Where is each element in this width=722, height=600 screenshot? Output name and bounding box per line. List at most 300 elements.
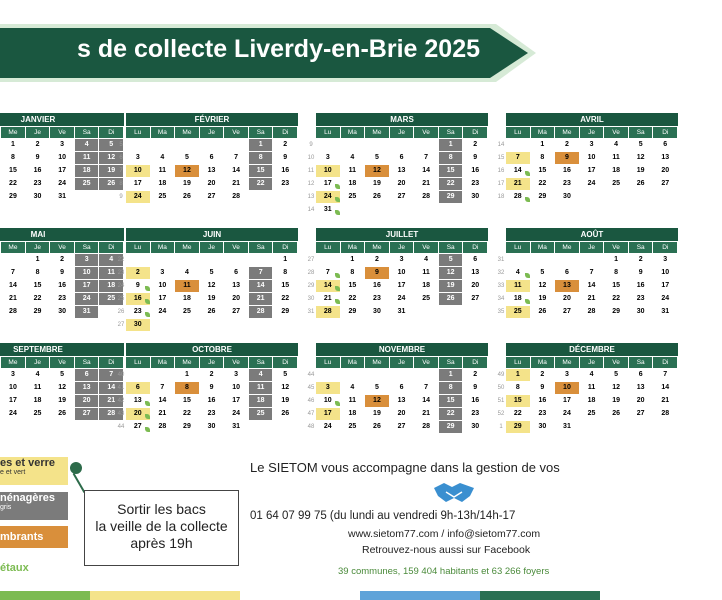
weekday-label: Sa [75,242,99,253]
day-cell: 18 [341,178,365,190]
day-cell: 25 [604,178,628,190]
day-cell: 18 [249,395,273,407]
weekday-label: Me [1,127,25,138]
day-cell: 9 [463,382,487,394]
day-cell: 13 [126,395,150,407]
day-cell: 25 [341,191,365,203]
day-cell [249,319,273,331]
week-number: 25 [117,296,125,302]
legend-green-waste: étaux [0,562,29,574]
day-cell: 23 [126,306,150,318]
weekday-label: Ma [151,242,175,253]
day-cell: 13 [224,280,248,292]
day-cell: 19 [604,395,628,407]
weekday-label: Lu [126,127,150,138]
day-cell: 1 [604,254,628,266]
weekday-label: Lu [126,357,150,368]
day-cell: 5 [365,152,389,164]
week-number: 33 [497,283,505,289]
day-cell: 14 [414,395,438,407]
week-number: 16 [497,168,505,174]
day-cell [273,421,297,433]
day-cell: 23 [200,408,224,420]
week-number: 52 [497,411,505,417]
day-cell: 16 [629,280,653,292]
day-cell: 28 [1,306,25,318]
week-row [117,293,298,305]
month-title: AVRIL [506,113,678,126]
weekday-label: Sa [75,357,99,368]
day-cell: 26 [50,408,74,420]
week-number: 23 [117,270,125,276]
day-cell: 7 [1,267,25,279]
day-cell: 23 [629,293,653,305]
day-cell [506,139,530,151]
day-cell: 3 [555,369,579,381]
day-cell: 15 [604,280,628,292]
day-cell [506,254,530,266]
day-cell: 9 [463,152,487,164]
week-row [307,395,488,407]
day-cell: 11 [341,395,365,407]
day-cell: 10 [316,395,340,407]
day-cell: 2 [26,139,50,151]
weekday-label: Di [463,242,487,253]
day-cell: 22 [439,178,463,190]
month-title: AOÛT [506,228,678,241]
day-cell [604,191,628,203]
weekday-header [506,356,678,368]
day-cell: 26 [175,191,199,203]
day-cell: 21 [151,408,175,420]
day-cell: 29 [1,191,25,203]
month-title: FÉVRIER [126,113,298,126]
month-title: JUILLET [316,228,488,241]
week-number: 14 [307,207,315,213]
day-cell: 16 [200,395,224,407]
day-cell: 6 [463,254,487,266]
week-row [117,421,298,433]
weekday-label: Ma [151,357,175,368]
day-cell [224,319,248,331]
day-cell: 3 [224,369,248,381]
weekday-label: Ma [531,242,555,253]
week-row [117,267,298,279]
week-row [497,152,678,164]
day-cell: 12 [439,267,463,279]
day-cell: 22 [604,293,628,305]
week-row [307,421,488,433]
day-cell: 25 [75,178,99,190]
weekday-label: Je [200,357,224,368]
day-cell: 2 [555,139,579,151]
day-cell: 9 [126,280,150,292]
week-number: 11 [307,168,315,174]
day-cell: 30 [26,191,50,203]
day-cell: 23 [555,178,579,190]
day-cell: 3 [1,369,25,381]
day-cell: 7 [580,267,604,279]
day-cell: 2 [629,254,653,266]
day-cell: 24 [316,421,340,433]
day-cell: 1 [249,139,273,151]
weekday-label: Je [390,357,414,368]
day-cell: 1 [26,254,50,266]
day-cell: 12 [531,280,555,292]
day-cell: 6 [555,267,579,279]
weekday-label: Ve [414,357,438,368]
weekday-label: Lu [506,357,530,368]
week-row [499,421,678,433]
week-number: 31 [307,309,315,315]
week-row [497,165,678,177]
week-number: 47 [307,411,315,417]
day-cell: 14 [580,280,604,292]
day-cell: 8 [26,267,50,279]
day-cell: 8 [341,267,365,279]
weekday-label: Me [365,242,389,253]
weekday-header [506,126,678,138]
day-cell [390,369,414,381]
day-cell [580,421,604,433]
weekday-label: Di [653,357,677,368]
day-cell: 11 [341,165,365,177]
week-number: 43 [117,411,125,417]
day-cell: 10 [555,382,579,394]
month-0 [0,113,124,203]
day-cell: 21 [316,293,340,305]
day-cell: 10 [126,165,150,177]
day-cell: 20 [75,395,99,407]
day-cell: 11 [26,382,50,394]
day-cell: 1 [1,139,25,151]
week-row [307,382,488,394]
day-cell: 1 [439,369,463,381]
day-cell: 10 [316,165,340,177]
day-cell: 22 [175,408,199,420]
day-cell: 5 [200,267,224,279]
day-cell [75,191,99,203]
day-cell: 20 [653,165,677,177]
day-cell: 23 [273,178,297,190]
weekday-label: Ve [50,127,74,138]
day-cell: 8 [439,152,463,164]
day-cell: 19 [365,408,389,420]
day-cell: 25 [26,408,50,420]
day-cell: 27 [653,178,677,190]
day-cell: 30 [531,421,555,433]
day-cell [273,191,297,203]
day-cell: 5 [273,369,297,381]
day-cell: 12 [365,165,389,177]
day-cell: 21 [414,408,438,420]
week-row [119,165,298,177]
day-cell: 13 [555,280,579,292]
day-cell: 27 [200,191,224,203]
day-cell: 11 [249,382,273,394]
day-cell: 17 [653,280,677,292]
day-cell: 7 [414,382,438,394]
day-cell: 17 [555,395,579,407]
day-cell: 23 [26,178,50,190]
day-cell [653,421,677,433]
weekday-label: Ve [50,357,74,368]
day-cell: 31 [653,306,677,318]
weekday-label: Ve [604,242,628,253]
day-cell: 21 [580,293,604,305]
week-number: 6 [119,155,123,161]
day-cell: 10 [580,152,604,164]
day-cell: 14 [249,280,273,292]
day-cell: 4 [99,254,123,266]
day-cell: 12 [50,382,74,394]
day-cell: 17 [316,178,340,190]
day-cell: 19 [365,178,389,190]
day-cell: 13 [653,152,677,164]
week-row [497,254,678,266]
reminder-line-2: la veille de la collecte [95,518,228,534]
day-cell: 3 [75,254,99,266]
weekday-label: Lu [506,242,530,253]
weekday-label: Ma [151,127,175,138]
day-cell: 28 [580,306,604,318]
day-cell: 3 [653,254,677,266]
week-number: 26 [117,309,125,315]
day-cell [151,254,175,266]
day-cell: 13 [463,267,487,279]
month-11 [497,343,678,433]
day-cell: 2 [531,369,555,381]
day-cell: 24 [390,293,414,305]
day-cell [126,139,150,151]
day-cell: 19 [531,293,555,305]
weekday-label: Di [273,242,297,253]
day-cell: 29 [341,306,365,318]
legend-bulky-label: mbrants [0,531,44,543]
weekday-label: Sa [439,357,463,368]
day-cell: 9 [531,382,555,394]
day-cell: 22 [1,178,25,190]
day-cell: 9 [273,152,297,164]
weekday-header [0,356,124,368]
weekday-label: Di [99,357,123,368]
day-cell: 3 [126,152,150,164]
day-cell [316,254,340,266]
day-cell: 13 [390,395,414,407]
day-cell: 21 [1,293,25,305]
week-number: 51 [497,398,505,404]
day-cell: 27 [390,421,414,433]
day-cell: 3 [580,139,604,151]
week-row [0,178,124,190]
weekday-header [316,126,488,138]
day-cell: 13 [390,165,414,177]
handshake-icon [432,480,476,504]
day-cell: 4 [341,152,365,164]
day-cell: 11 [506,280,530,292]
week-number: 9 [309,142,313,148]
weekday-label: Me [1,357,25,368]
day-cell: 16 [26,165,50,177]
month-2 [307,113,488,216]
day-cell: 24 [50,178,74,190]
week-number: 12 [307,181,315,187]
day-cell: 11 [75,152,99,164]
day-cell: 6 [653,139,677,151]
week-row [497,408,678,420]
week-number: 44 [307,372,315,378]
day-cell: 8 [506,382,530,394]
day-cell: 4 [26,369,50,381]
day-cell: 5 [99,139,123,151]
day-cell: 1 [273,254,297,266]
weekday-label: Me [1,242,25,253]
day-cell: 14 [99,382,123,394]
weekday-header [506,241,678,253]
day-cell: 4 [341,382,365,394]
weekday-label: Je [580,242,604,253]
day-cell: 21 [653,395,677,407]
day-cell: 30 [126,319,150,331]
day-cell: 31 [75,306,99,318]
day-cell: 15 [175,395,199,407]
day-cell [249,254,273,266]
week-number: 1 [499,424,503,430]
day-cell [629,191,653,203]
weekday-header [316,356,488,368]
day-cell [341,139,365,151]
day-cell: 25 [341,421,365,433]
week-row [497,395,678,407]
week-number: 7 [119,168,123,174]
week-row [497,178,678,190]
day-cell: 24 [75,293,99,305]
day-cell: 15 [439,395,463,407]
day-cell: 29 [604,306,628,318]
day-cell: 12 [365,395,389,407]
week-row [307,152,488,164]
day-cell: 9 [200,382,224,394]
week-row [307,280,488,292]
week-row [119,178,298,190]
day-cell: 8 [604,267,628,279]
weekday-header [0,126,124,138]
week-row [119,191,298,203]
day-cell [365,139,389,151]
day-cell: 20 [629,395,653,407]
day-cell: 21 [224,178,248,190]
week-row [307,306,488,318]
day-cell: 20 [224,293,248,305]
weekday-label: Me [365,127,389,138]
week-row [0,280,124,292]
reminder-note [84,490,239,566]
day-cell: 20 [555,293,579,305]
weekday-label: Je [26,242,50,253]
day-cell: 25 [99,293,123,305]
week-row [309,139,488,151]
day-cell [604,421,628,433]
day-cell: 30 [200,421,224,433]
day-cell: 31 [316,204,340,216]
day-cell: 5 [50,369,74,381]
day-cell: 7 [151,382,175,394]
week-row [307,293,488,305]
week-row [0,395,124,407]
week-row [497,369,678,381]
week-row [0,267,124,279]
day-cell: 8 [1,152,25,164]
day-cell: 21 [99,395,123,407]
day-cell: 11 [414,267,438,279]
day-cell: 25 [414,293,438,305]
day-cell [463,306,487,318]
day-cell: 18 [580,395,604,407]
week-row [307,408,488,420]
day-cell: 29 [506,421,530,433]
day-cell [531,254,555,266]
day-cell: 18 [151,178,175,190]
month-5 [117,228,298,331]
day-cell: 14 [316,280,340,292]
weekday-label: Di [463,357,487,368]
day-cell: 3 [316,152,340,164]
day-cell: 22 [439,408,463,420]
weekday-label: Je [580,127,604,138]
day-cell: 10 [653,267,677,279]
week-row [307,254,488,266]
weekday-label: Sa [249,242,273,253]
day-cell: 4 [604,139,628,151]
day-cell [1,254,25,266]
weekday-label: Sa [249,127,273,138]
month-title: SEPTEMBRE [0,343,124,356]
day-cell: 25 [249,408,273,420]
week-row [117,319,298,331]
day-cell: 12 [629,152,653,164]
day-cell: 3 [50,139,74,151]
month-1 [119,113,298,203]
day-cell [414,204,438,216]
week-row [497,280,678,292]
day-cell: 19 [175,178,199,190]
day-cell: 22 [249,178,273,190]
day-cell [629,421,653,433]
weekday-label: Me [555,357,579,368]
day-cell: 18 [99,280,123,292]
info-website[interactable]: www.sietom77.com / info@sietom77.com [348,528,541,540]
week-row [307,204,488,216]
day-cell [414,306,438,318]
info-phone: 01 64 07 99 75 (du lundi au vendredi 9h-13h/14h-17 [250,510,516,522]
day-cell: 22 [26,293,50,305]
month-title: JUIN [126,228,298,241]
day-cell: 24 [224,408,248,420]
day-cell: 7 [224,152,248,164]
week-number: 18 [497,194,505,200]
week-row [117,369,298,381]
day-cell: 8 [273,267,297,279]
day-cell: 26 [604,408,628,420]
week-number: 35 [497,309,505,315]
info-facebook[interactable]: Retrouvez-nous aussi sur Facebook [362,544,531,556]
weekday-label: Di [463,127,487,138]
day-cell: 6 [390,382,414,394]
day-cell: 23 [463,178,487,190]
day-cell: 18 [175,293,199,305]
day-cell: 29 [26,306,50,318]
day-cell: 2 [50,254,74,266]
